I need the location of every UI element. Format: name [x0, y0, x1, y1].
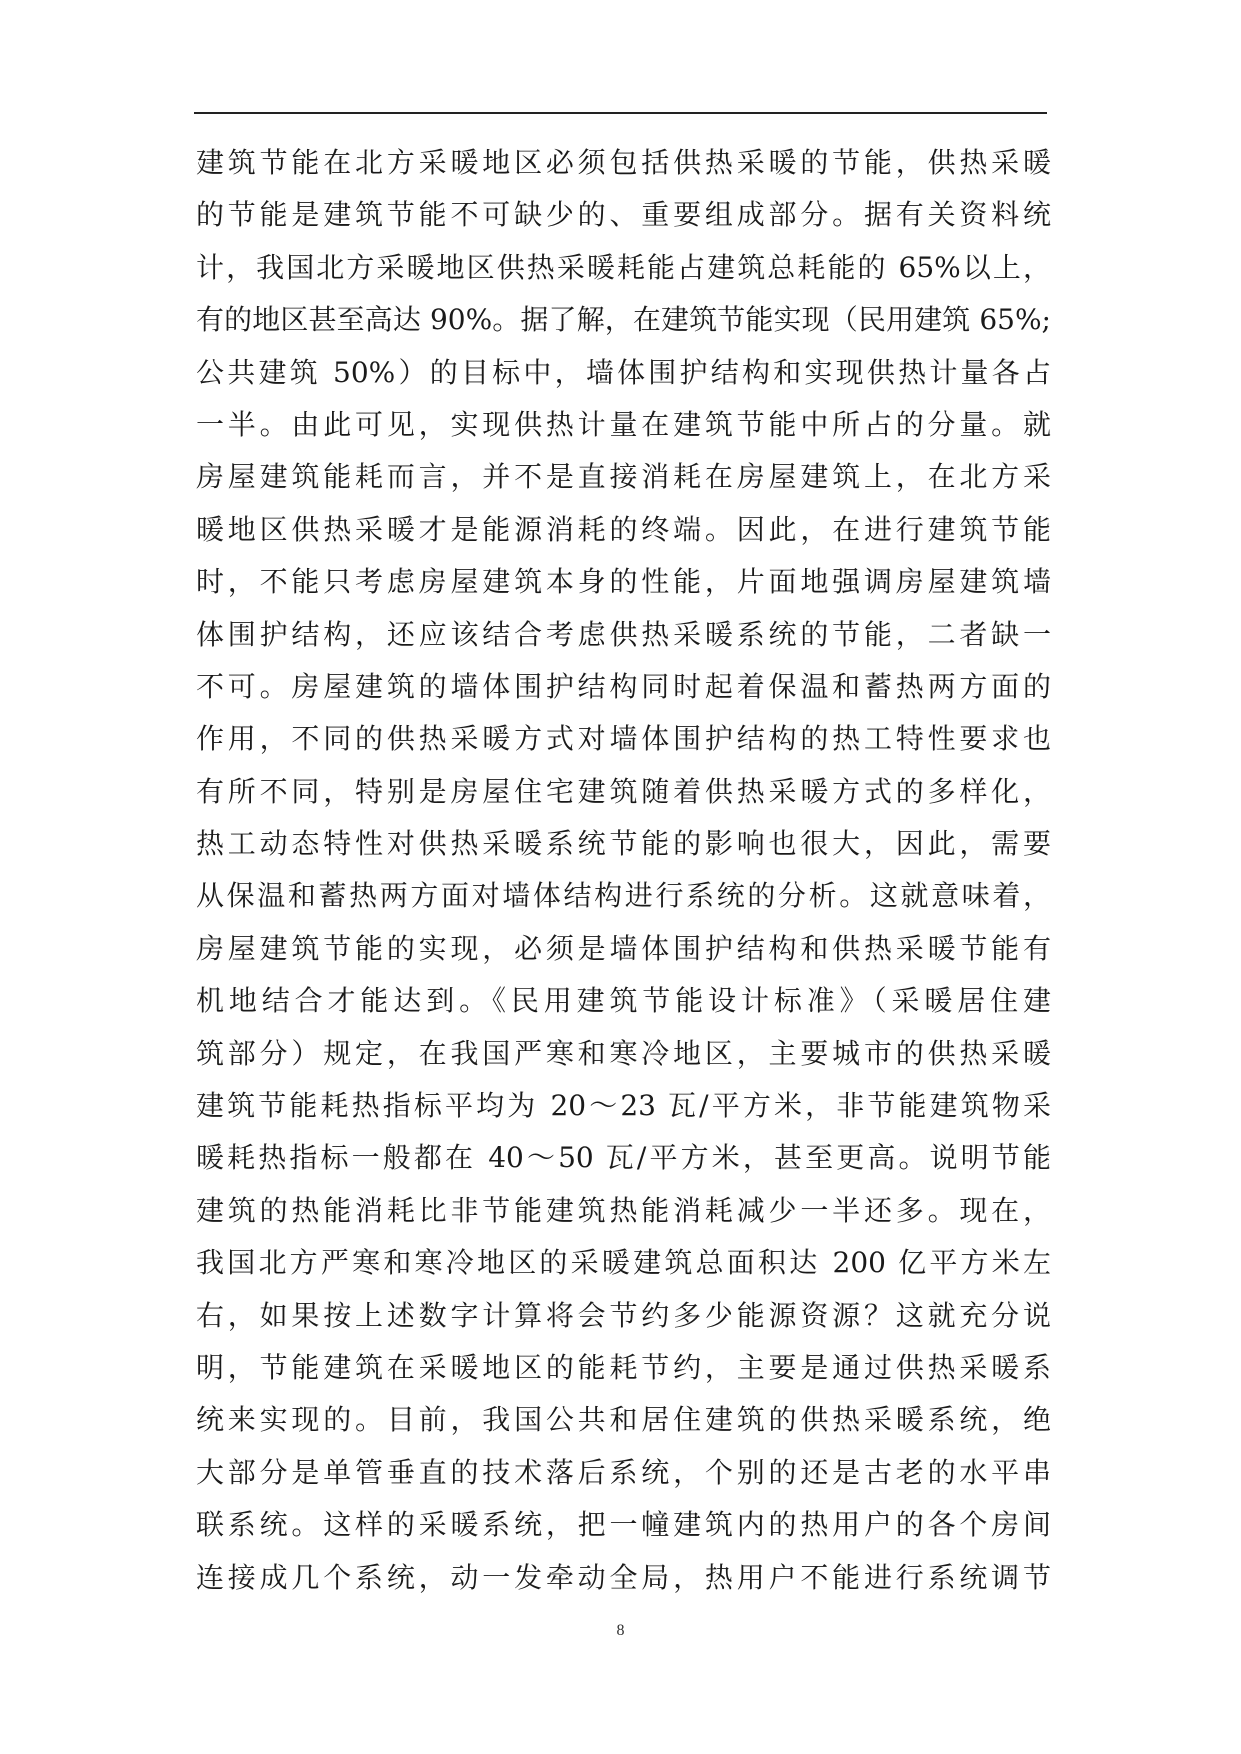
text-line: 作用，不同的供热采暖方式对墙体围护结构的热工特性要求也	[196, 722, 1051, 756]
text-line: 筑部分）规定，在我国严寒和寒冷地区，主要城市的供热采暖	[196, 1036, 1051, 1070]
text-line: 房屋建筑节能的实现，必须是墙体围护结构和供热采暖节能有	[196, 931, 1051, 965]
text-line: 房屋建筑能耗而言，并不是直接消耗在房屋建筑上，在北方采	[196, 460, 1051, 494]
text-line: 一半。由此可见，实现供热计量在建筑节能中所占的分量。就	[196, 407, 1051, 441]
text-line: 大部分是单管垂直的技术落后系统，个别的还是古老的水平串	[196, 1455, 1051, 1489]
text-line: 机地结合才能达到。《民用建筑节能设计标准》（采暖居住建	[196, 984, 1051, 1018]
text-line: 不可。房屋建筑的墙体围护结构同时起着保温和蓄热两方面的	[196, 669, 1051, 703]
page-number: 8	[616, 1622, 625, 1639]
text-line: 有所不同，特别是房屋住宅建筑随着供热采暖方式的多样化，	[196, 774, 1051, 808]
text-line: 计，我国北方采暖地区供热采暖耗能占建筑总耗能的 65%以上，	[196, 250, 1051, 284]
text-line: 暖耗热指标一般都在 40～50 瓦/平方米，甚至更高。说明节能	[196, 1141, 1051, 1175]
text-line: 建筑节能耗热指标平均为 20～23 瓦/平方米，非节能建筑物采	[196, 1089, 1051, 1123]
text-line: 暖地区供热采暖才是能源消耗的终端。因此，在进行建筑节能	[196, 512, 1051, 546]
text-line: 建筑的热能消耗比非节能建筑热能消耗减少一半还多。现在，	[196, 1193, 1051, 1227]
text-line: 明，节能建筑在采暖地区的能耗节约，主要是通过供热采暖系	[196, 1350, 1051, 1384]
body-paragraph	[196, 137, 1051, 1604]
text-line: 连接成几个系统，动一发牵动全局，热用户不能进行系统调节	[196, 1560, 1051, 1594]
header-rule	[194, 112, 1047, 114]
text-line: 的节能是建筑节能不可缺少的、重要组成部分。据有关资料统	[196, 198, 1051, 232]
text-line: 从保温和蓄热两方面对墙体结构进行系统的分析。这就意味着，	[196, 879, 1051, 913]
text-line: 建筑节能在北方采暖地区必须包括供热采暖的节能，供热采暖	[196, 146, 1051, 179]
text-line: 体围护结构，还应该结合考虑供热采暖系统的节能，二者缺一	[196, 617, 1051, 651]
text-line: 联系统。这样的采暖系统，把一幢建筑内的热用户的各个房间	[196, 1508, 1051, 1542]
text-line: 热工动态特性对供热采暖系统节能的影响也很大，因此，需要	[196, 827, 1051, 861]
text-line: 公共建筑 50%）的目标中，墙体围护结构和实现供热计量各占	[196, 355, 1051, 389]
text-line: 右，如果按上述数字计算将会节约多少能源资源？这就充分说	[196, 1298, 1051, 1332]
text-line: 时，不能只考虑房屋建筑本身的性能，片面地强调房屋建筑墙	[196, 565, 1051, 599]
text-line: 有的地区甚至高达 90%。据了解，在建筑节能实现（民用建筑 65%;	[196, 303, 1051, 337]
text-line: 统来实现的。目前，我国公共和居住建筑的供热采暖系统，绝	[196, 1403, 1051, 1437]
text-line: 我国北方严寒和寒冷地区的采暖建筑总面积达 200 亿平方米左	[196, 1246, 1051, 1280]
